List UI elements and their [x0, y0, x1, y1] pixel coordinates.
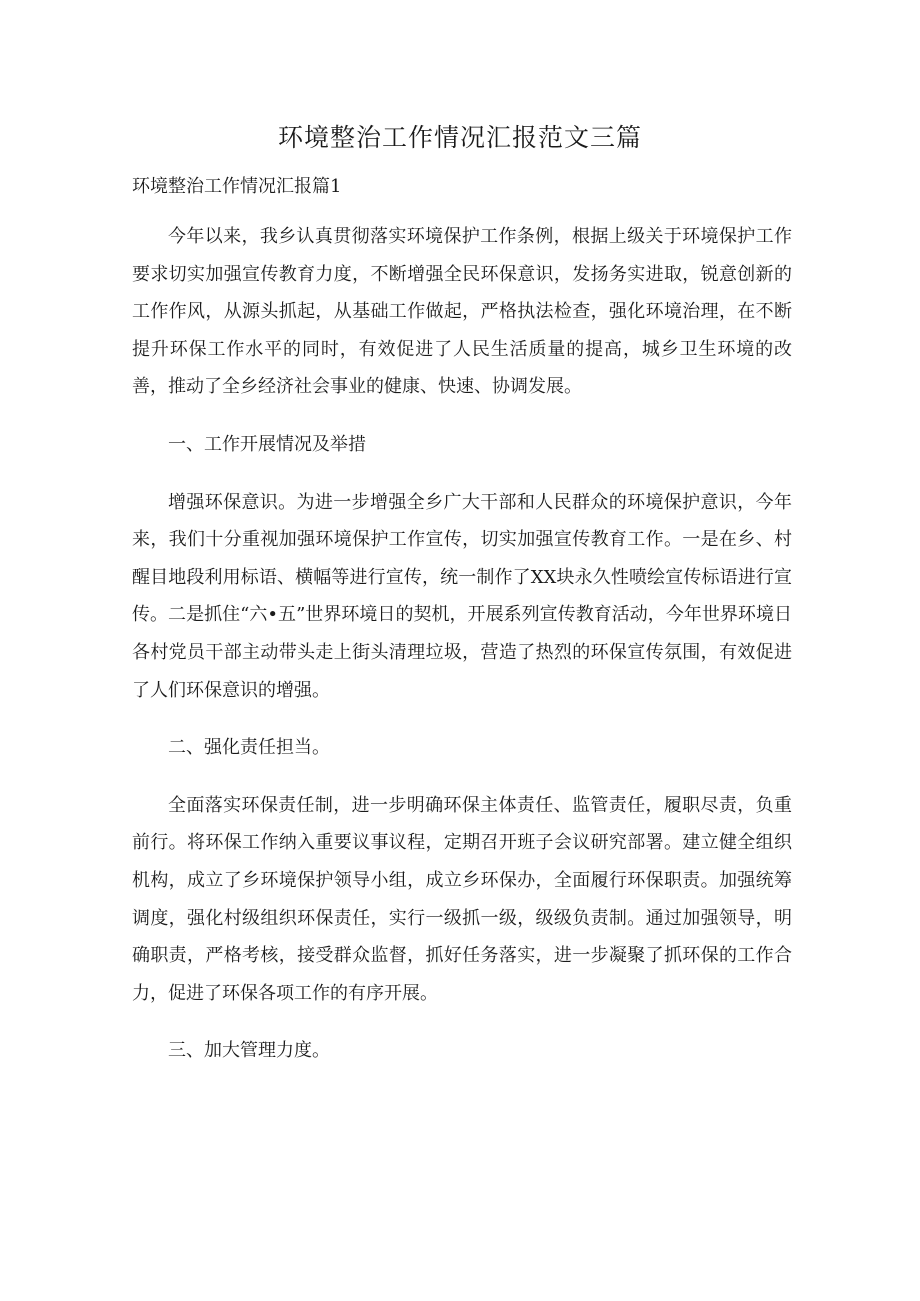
paragraph-responsibility: 全面落实环保责任制，进一步明确环保主体责任、监管责任，履职尽责，负重前行。将环保工作纳入重要议事议程，定期召开班子会议研究部署。建立健全组织机构，成立了乡环境保护领导小组，成立乡环保办，全面履行环保职责。加强统筹调度，强化村级组织环保责任，实行一级抓一级，级级负责制。通过加强领导，明确职责，严格考核，接受群众监督，抓好任务落实，进一步凝聚了抓环保的工作合力，促进了环保各项工作的有序开展。	[132, 794, 792, 1004]
document-title: 环境整治工作情况汇报范文三篇	[277, 123, 642, 152]
section-title: 环境整治工作情况汇报篇1	[132, 176, 342, 197]
document-body	[132, 218, 792, 1090]
heading-1: 一、工作开展情况及举措	[168, 433, 366, 455]
heading-2: 二、强化责任担当。	[168, 737, 330, 759]
paragraph-awareness: 增强环保意识。为进一步增强全乡广大干部和人民群众的环境保护意识，今年来，我们十分重视加强环境保护工作宣传，切实加强宣传教育工作。一是在乡、村醒目地段利用标语、横幅等进行宣传，统一制作了XX块永久性喷绘宣传标语进行宣传。二是抓住“六•五”世界环境日的契机，开展系列宣传教育活动，今年世界环境日各村党员干部主动带头走上街头清理垃圾，营造了热烈的环保宣传氛围，有效促进了人们环保意识的增强。	[132, 491, 792, 701]
heading-3: 三、加大管理力度。	[168, 1040, 330, 1062]
paragraph-intro: 今年以来，我乡认真贯彻落实环境保护工作条例，根据上级关于环境保护工作要求切实加强宣传教育力度，不断增强全民环保意识，发扬务实进取，锐意创新的工作作风，从源头抓起，从基础工作做起，严格执法检查，强化环境治理，在不断提升环保工作水平的同时，有效促进了人民生活质量的提高，城乡卫生环境的改善，推动了全乡经济社会事业的健康、快速、协调发展。	[132, 226, 792, 398]
